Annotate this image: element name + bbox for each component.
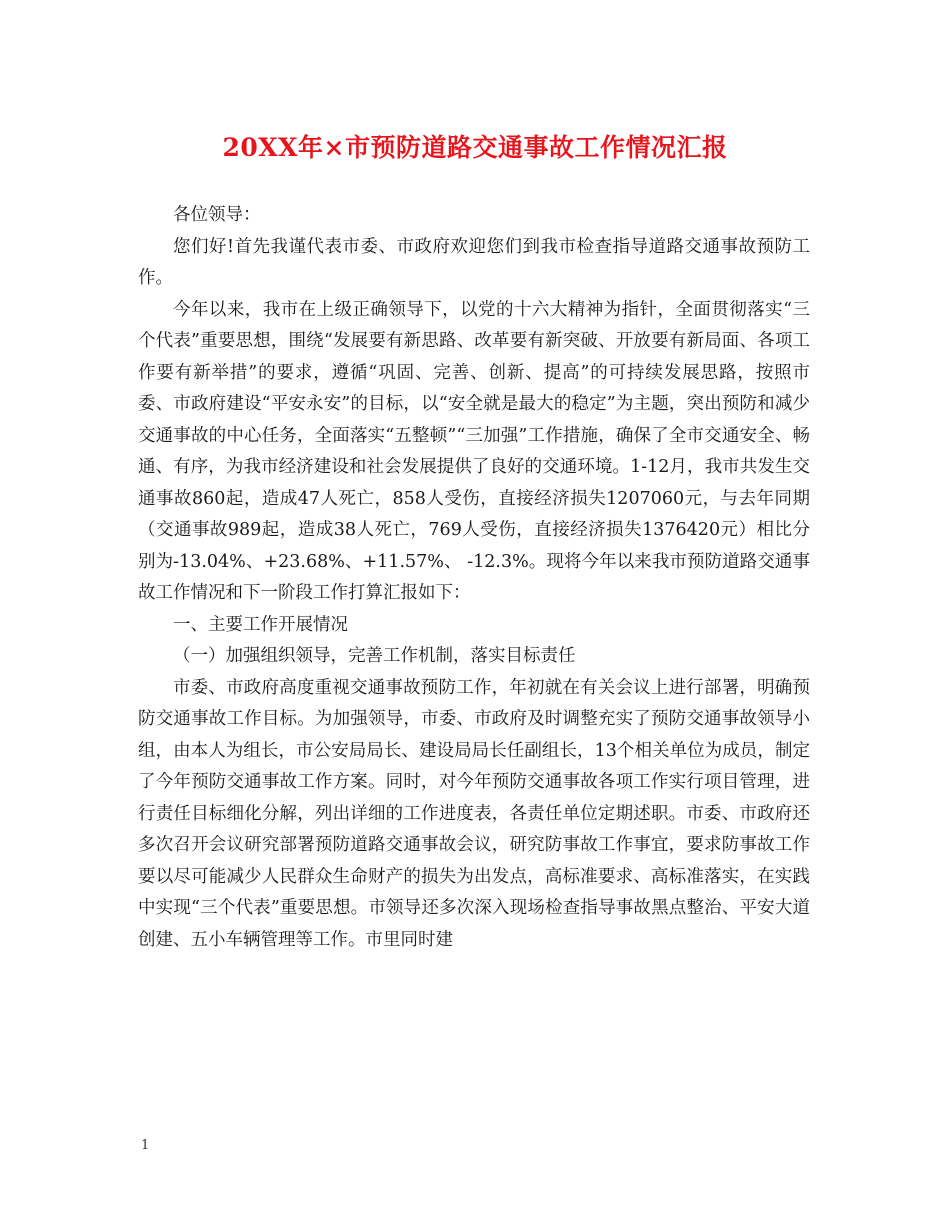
page-number: 1	[141, 1138, 150, 1153]
document-body	[138, 200, 810, 956]
paragraph-organization: 市委、市政府高度重视交通事故预防工作，年初就在有关会议上进行部署，明确预防交通事故工作目标。为加强领导，市委、市政府及时调整充实了预防交通事故领导小组，由本人为组长，市公安局局长、建设局局长任副组长，13个相关单位为成员，制定了今年预防交通事故工作方案。同时，对今年预防交通事故各项工作实行项目管理，进行责任目标细化分解，列出详细的工作进度表，各责任单位定期述职。市委、市政府还多次召开会议研究部署预防道路交通事故会议，研究防事故工作事宜，要求防事故工作要以尽可能减少人民群众生命财产的损失为出发点，高标准要求、高标准落实，在实践中实现“三个代表”重要思想。市领导还多次深入现场检查指导事故黑点整治、平安大道创建、五小车辆管理等工作。市里同时建	[138, 677, 810, 950]
paragraph-overview: 今年以来，我市在上级正确领导下，以党的十六大精神为指针，全面贯彻落实“三个代表”重要思想，围绕“发展要有新思路、改革要有新突破、开放要有新局面、各项工作要有新举措”的要求，遵循“巩固、完善、创新、提高”的可持续发展思路，按照市委、市政府建设“平安永安”的目标，以“安全就是最大的稳定”为主题，突出预防和减少交通事故的中心任务，全面落实“五整顿”“三加强”工作措施，确保了全市交通安全、畅通、有序，为我市经济建设和社会发展提供了良好的交通环境。1-12月，我市共发生交通事故860起，造成47人死亡，858人受伤，直接经济损失1207060元，与去年同期（交通事故989起，造成38人死亡，769人受伤，直接经济损失1376420元）相比分别为-13.04%、+23.68%、+11.57%、 -12.3%。现将今年以来我市预防道路交通事故工作情况和下一阶段工作打算汇报如下：	[138, 299, 810, 603]
document-title: 20XX年×市预防道路交通事故工作情况汇报	[222, 133, 728, 162]
salutation: 各位领导：	[173, 205, 261, 225]
section-heading: 一、主要工作开展情况	[173, 614, 348, 635]
paragraph-greeting: 您们好!首先我谨代表市委、市政府欢迎您们到我市检查指导道路交通事故预防工作。	[138, 236, 810, 288]
subsection-heading: （一）加强组织领导，完善工作机制，落实目标责任	[173, 646, 576, 666]
